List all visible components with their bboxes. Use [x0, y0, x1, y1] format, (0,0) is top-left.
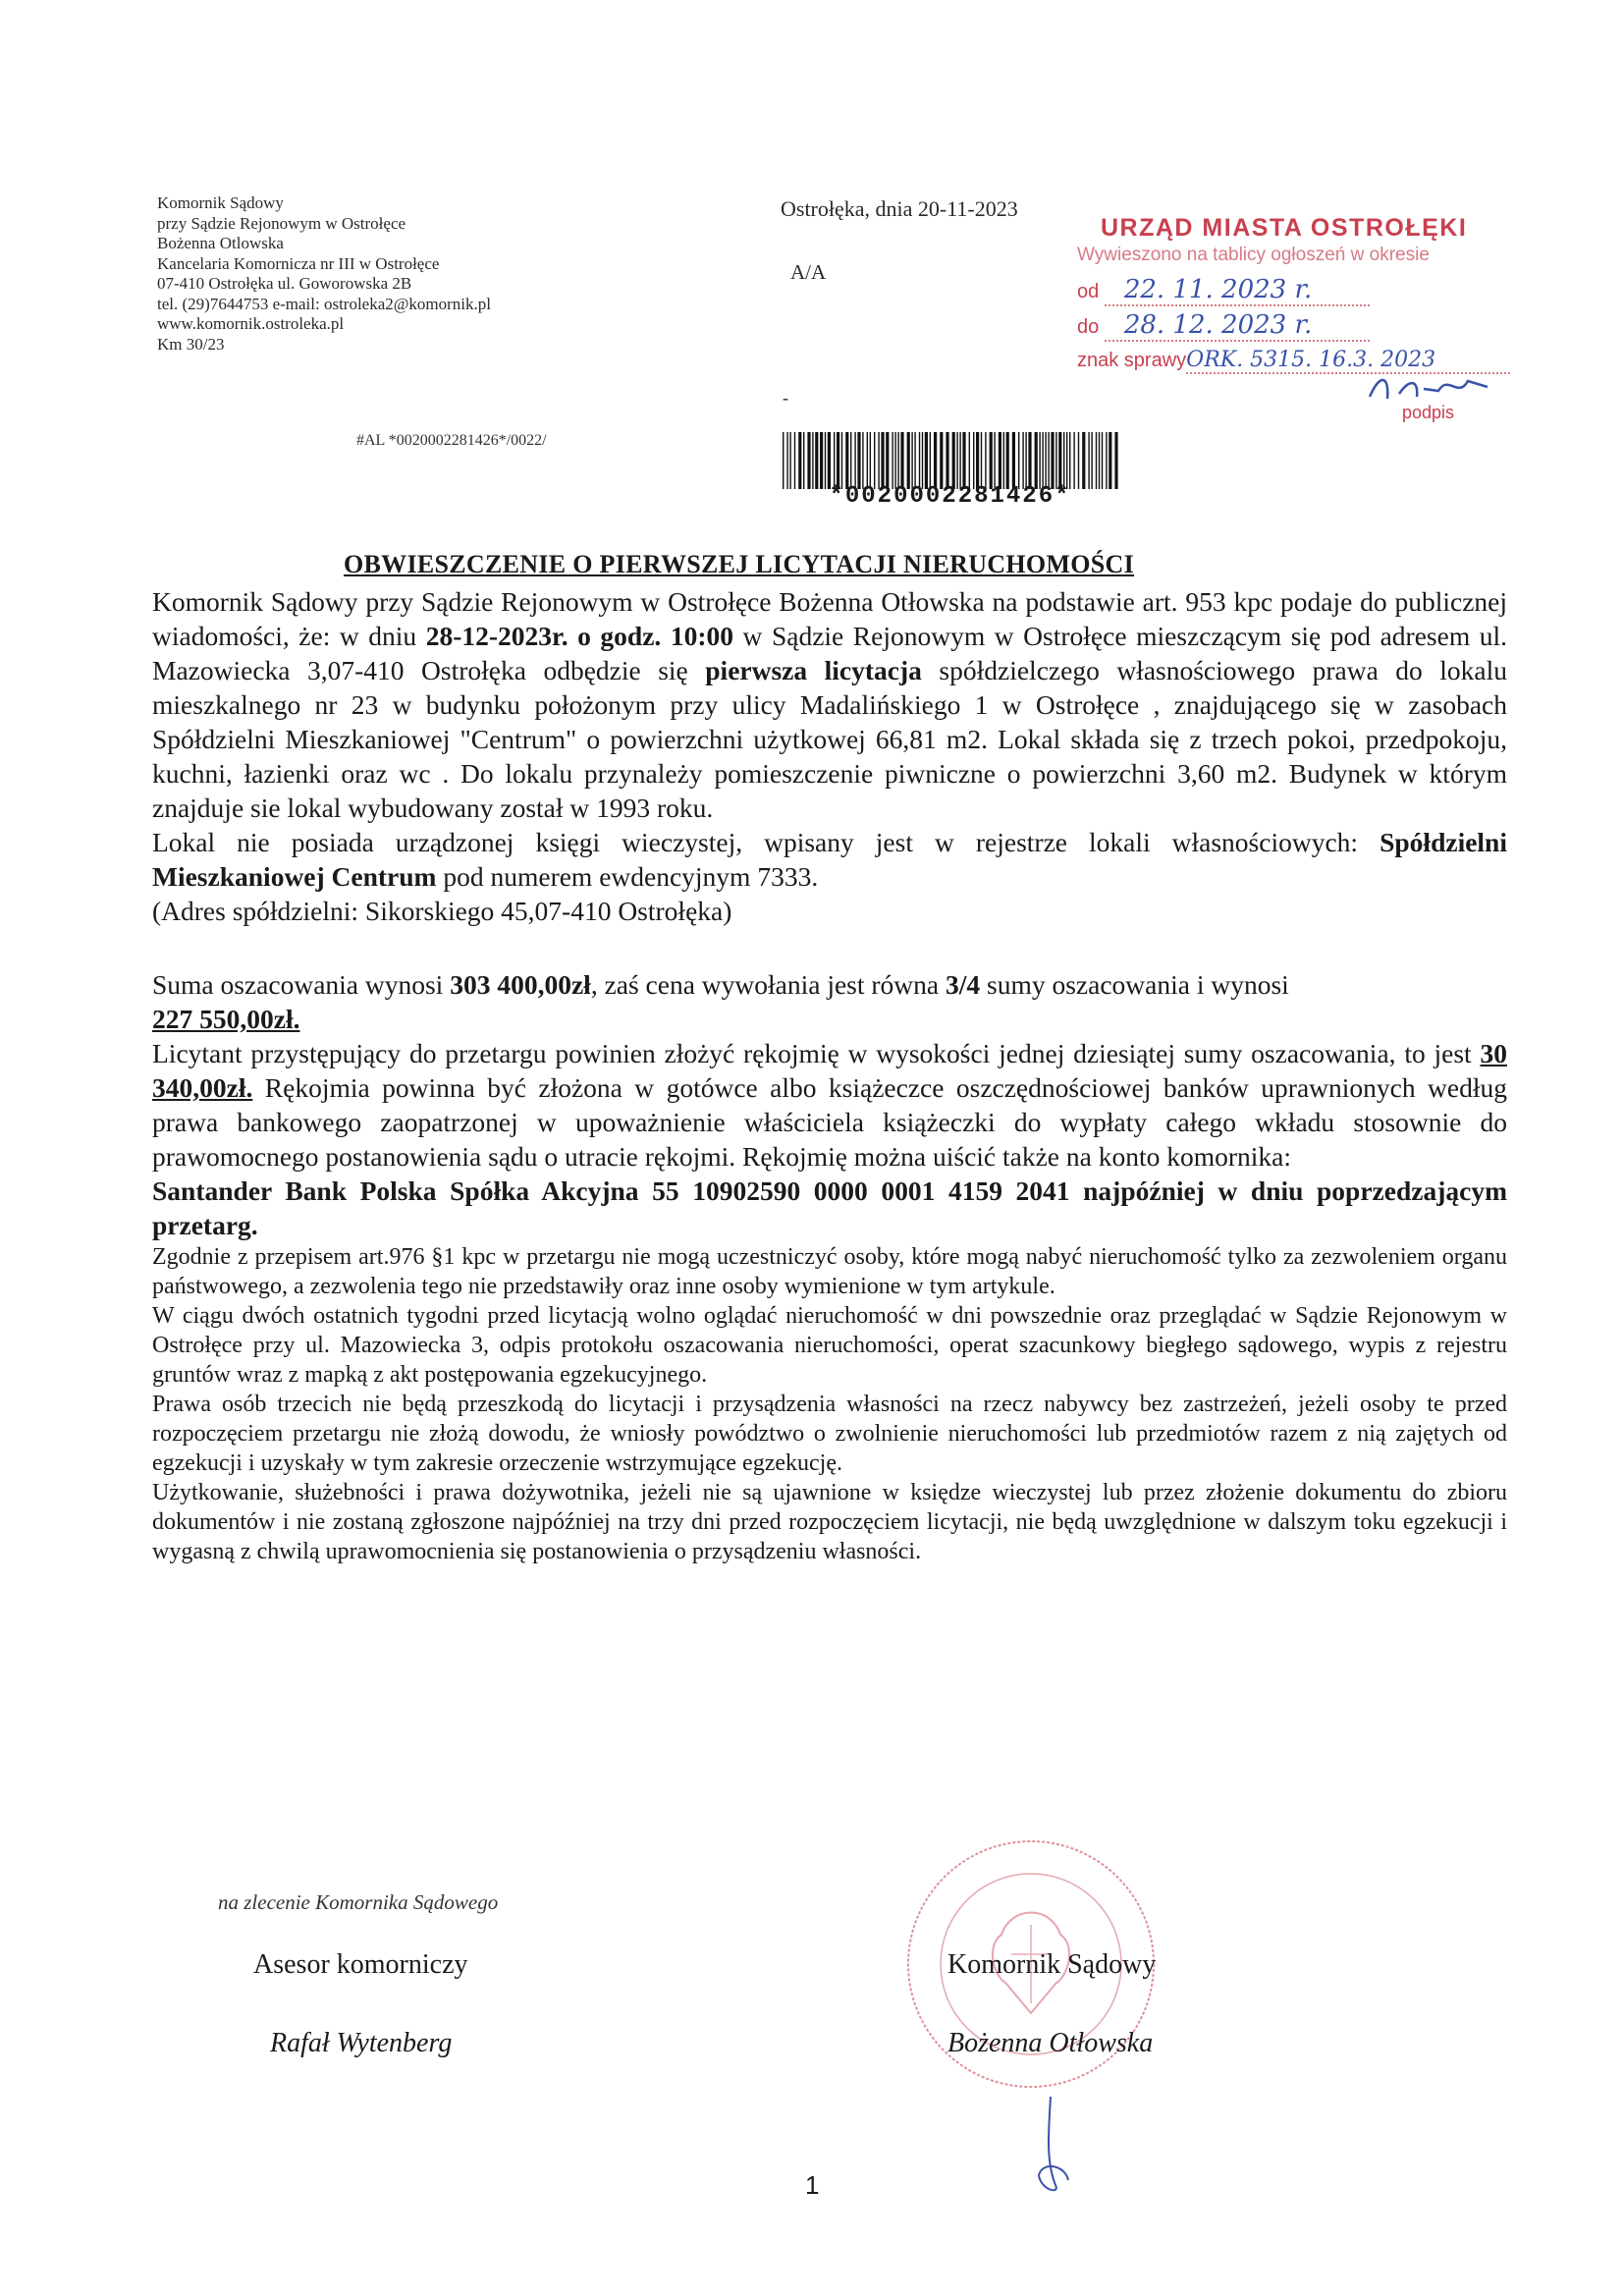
paragraph-bond	[152, 1036, 1507, 1242]
auction-type: pierwsza licytacja	[705, 655, 922, 685]
barcode-bar	[900, 432, 903, 489]
barcode-bar	[1099, 432, 1100, 489]
text-segment: Rękojmia powinna być złożona w gotówce albo książeczce oszczędnościowej banków uprawnionych według prawa bankowego zaopatrzonej w upoważnienie właściciela książeczki do wypłaty całego wkładu stosownie do prawomocnego postanowienia sądu o utracie rękojmi. Rękojmię można uiścić także na konto komornika:	[152, 1072, 1507, 1172]
stamp-od-line	[1105, 275, 1370, 306]
barcode-bar	[907, 432, 910, 489]
barcode-graphic	[781, 432, 1119, 489]
paragraph-registry	[152, 825, 1507, 894]
barcode-bar	[892, 432, 893, 489]
stamp-znak-label: znak sprawy	[1077, 350, 1187, 371]
barcode-bar	[976, 432, 979, 489]
aa-mark: A/A	[790, 260, 827, 284]
barcode-bar	[914, 432, 915, 489]
text-segment: w Sądzie Rejonowym w Ostrołęce mieszczącym się pod adresem ul. Mazowiecka 3,07-410 Ostrołęka odbędzie się	[152, 621, 1508, 685]
barcode-bar	[820, 432, 823, 489]
stamp-do-value: 28. 12. 2023 r.	[1123, 310, 1313, 340]
barcode-bar	[1048, 432, 1049, 489]
barcode-bar	[1114, 432, 1117, 489]
barcode-bar	[886, 432, 889, 489]
document-date: Ostrołęka, dnia 20-11-2023	[781, 196, 1018, 221]
barcode-bar	[828, 432, 831, 489]
barcode-bar	[815, 432, 818, 489]
barcode-bar	[825, 432, 826, 489]
barcode-bar	[878, 432, 879, 489]
barcode-bar	[1066, 432, 1067, 489]
barcode-bar	[930, 432, 931, 489]
starting-price: 227 550,00zł.	[152, 1004, 300, 1034]
barcode-bar	[867, 432, 868, 489]
text-segment: pod numerem ewdencyjnym 7333.	[436, 861, 819, 892]
page-number: 1	[805, 2170, 820, 2200]
text-segment: Lokal nie posiada urządzonej księgi wieczystej, wpisany jest w rejestrze lokali własnościowych:	[152, 827, 1380, 857]
barcode-bar	[911, 432, 912, 489]
barcode-bar	[1042, 432, 1043, 489]
barcode-bar	[994, 432, 995, 489]
barcode-bar	[1025, 432, 1026, 489]
barcode-bar	[952, 432, 955, 489]
valuation-fraction: 3/4	[946, 969, 981, 1000]
stamp-podpis-label: podpis	[1402, 403, 1455, 422]
spacer	[152, 928, 1507, 967]
sender-line: 07-410 Ostrołęka ul. Goworowska 2B	[157, 274, 412, 293]
barcode-bar	[857, 432, 860, 489]
cooperative-name: Spółdzielni Mieszkaniowej Centrum	[152, 827, 1507, 892]
barcode-bar	[940, 432, 943, 489]
stamp-do-label: do	[1077, 316, 1100, 338]
barcode-bar	[1051, 432, 1054, 489]
barcode-bar	[894, 432, 895, 489]
barcode-bar	[870, 432, 871, 489]
barcode-bar	[874, 432, 875, 489]
case-number: Km 30/23	[157, 334, 225, 354]
barcode-bar	[956, 432, 957, 489]
barcode-bar	[925, 432, 928, 489]
barcode-bar	[845, 432, 848, 489]
barcode-bar	[981, 432, 982, 489]
barcode-bar	[798, 432, 801, 489]
valuation-sum: 303 400,00zł	[450, 969, 591, 1000]
barcode-bar	[794, 432, 795, 489]
sender-line: tel. (29)7644753 e-mail: ostroleka2@komornik.pl	[157, 294, 492, 313]
sender-line: Bożenna Otlowska	[157, 234, 284, 252]
barcode-bar	[786, 432, 787, 489]
barcode-bar	[862, 432, 863, 489]
barcode-bar	[854, 432, 855, 489]
paragraph-easements: Użytkowanie, służebności i prawa dożywotnika, jeżeli nie są ujawnione w księdze wieczystej lub przez złożenie dokumentu do zbioru dokumentów i nie zostaną zgłoszone najpóźniej na trzy dni przed rozpoczęciem licytacji, nie będą uwzględnione w dalszym toku egzekucji i wygasną z chwilą uprawomocnienia się postanowienia o przysądzeniu własności.	[152, 1480, 1507, 1564]
bailiff-signature	[1021, 2092, 1080, 2200]
barcode-bar	[837, 432, 839, 489]
text-segment: , zaś cena wywołania jest równa	[590, 969, 946, 1000]
barcode-bar	[1003, 432, 1004, 489]
barcode-bar	[1069, 432, 1070, 489]
text-segment: sumy oszacowania i wynosi	[980, 969, 1289, 1000]
barcode-bar	[783, 432, 784, 489]
asesor-title: Asesor komorniczy	[253, 1949, 468, 1980]
text-segment: Suma oszacowania wynosi	[152, 969, 451, 1000]
stamp-subtitle: Wywieszono na tablicy ogłoszeń w okresie	[1077, 245, 1430, 265]
barcode-bar	[919, 432, 920, 489]
paragraph-third-party-rights: Prawa osób trzecich nie będą przeszkodą do licytacji i przysądzenia własności na rzecz nabywcy bez zastrzeżeń, jeżeli osoby te przed rozpoczęciem przetargu nie złożą dowodu, że wniosły powództwo o zwolnienie nieruchomości lub przedmiotów razem z nią zajętych od egzekucji i uzyskały w tym zakresie orzeczenie wstrzymujące egzekucję.	[152, 1392, 1507, 1476]
text-segment: spółdzielczego własnościowego prawa do lokalu mieszkalnego nr 23 w budynku położonym przy ulicy Madalińskiego 1 w Ostrołęce , znajdującego się w zasobach Spółdzielni Mieszkaniowej "Centrum" o powierzchni użytkowej 66,81 m2. Lokal składa się z trzech pokoi, przedpokoju, kuchni, łazienki oraz wc . Do lokalu przynależy pomieszczenie piwniczne o powierzchni 3,60 m2. Budynek w którym znajduje sie lokal wybudowany został w 1993 roku.	[152, 655, 1508, 823]
barcode-bar	[812, 432, 813, 489]
barcode-bar	[922, 432, 923, 489]
barcode-bar	[1018, 432, 1019, 489]
barcode-bar	[999, 432, 1001, 489]
barcode-bar	[1006, 432, 1009, 489]
barcode-bar	[850, 432, 851, 489]
asesor-name: Rafał Wytenberg	[270, 2028, 453, 2058]
barcode-bar	[1022, 432, 1023, 489]
barcode-bar	[1078, 432, 1079, 489]
stamp-signature-scribble	[1360, 369, 1497, 405]
text-segment: Licytant przystępujący do przetargu powinien złożyć rękojmię w wysokości jednej dziesiątej sumy oszacowania, to jest	[152, 1038, 1481, 1068]
barcode-id-text: #AL *0020002281426*/0022/	[356, 432, 547, 449]
barcode-bar	[1102, 432, 1103, 489]
text-segment: Komornik Sądowy przy Sądzie Rejonowym w Ostrołęce Bożenna Otłowska na podstawie art. 953 kpc podaje do publicznej wiadomości, że: w dniu	[152, 586, 1507, 651]
stamp-od-row	[1077, 275, 1370, 306]
dash-mark: -	[783, 388, 788, 408]
stamp-title: URZĄD MIASTA OSTROŁĘKI	[1101, 214, 1468, 242]
paragraph-auction-notice	[152, 584, 1507, 825]
auction-date: 28-12-2023r. o godz. 10:00	[425, 621, 734, 651]
bond-amount: 30 340,00zł.	[152, 1038, 1507, 1103]
barcode-bar	[973, 432, 974, 489]
stamp-do-row	[1077, 310, 1370, 342]
barcode-bar	[985, 432, 986, 489]
barcode-bar	[1045, 432, 1046, 489]
paragraph-eligibility: Zgodnie z przepisem art.976 §1 kpc w przetargu nie mogą uczestniczyć osoby, które mogą nabyć nieruchomość tylko za zezwoleniem organu państwowego, a zezwolenia tego nie przedstawiły oraz inne osoby wymienione w tym artykule.	[152, 1244, 1507, 1299]
sender-line: Kancelaria Komornicza nr III w Ostrołęce	[157, 253, 440, 273]
stamp-od-value: 22. 11. 2023 r.	[1123, 275, 1313, 304]
stamp-znak-value: ORK. 5315. 16.3. 2023	[1186, 348, 1436, 372]
paragraph-inspection: W ciągu dwóch ostatnich tygodni przed licytacją wolno oglądać nieruchomość w dni powszednie oraz przeglądać w Sądzie Rejonowym w Ostrołęce przy ul. Mazowiecka 3, odpis protokołu oszacowania nieruchomości, operat szacunkowy biegłego sądowego, wypis z rejestru gruntów wraz z mapką z akt postępowania egzekucyjnego.	[152, 1303, 1507, 1388]
barcode-bar	[1055, 432, 1056, 489]
barcode-bar	[841, 432, 842, 489]
barcode-bar	[881, 432, 884, 489]
cooperative-address: (Adres spółdzielni: Sikorskiego 45,07-410 Ostrołęka)	[152, 896, 732, 926]
paragraph-valuation	[152, 967, 1507, 1036]
barcode-bar	[1109, 432, 1111, 489]
barcode-bar	[897, 432, 898, 489]
sender-line: Komornik Sądowy	[157, 193, 284, 212]
barcode-bar	[1035, 432, 1038, 489]
barcode-bar	[1106, 432, 1107, 489]
barcode-bar	[1082, 432, 1085, 489]
barcode-bar	[1063, 432, 1064, 489]
barcode-bar	[803, 432, 804, 489]
barcode-bar	[1058, 432, 1061, 489]
barcode-bar	[946, 432, 948, 489]
barcode-bar	[789, 432, 790, 489]
city-hall-stamp	[1065, 214, 1517, 435]
barcode-bar	[1028, 432, 1031, 489]
barcode-bar	[1091, 432, 1092, 489]
barcode-bar	[834, 432, 835, 489]
barcode-bar	[1096, 432, 1097, 489]
document-body	[152, 584, 1507, 1566]
stamp-do-line	[1105, 310, 1370, 342]
stamp-od-label: od	[1077, 281, 1100, 302]
barcode-bar	[1073, 432, 1074, 489]
bailiff-name: Bożenna Otłowska	[947, 2028, 1154, 2058]
barcode-bar	[807, 432, 810, 489]
barcode-bar	[1012, 432, 1015, 489]
sender-line: przy Sądzie Rejonowym w Ostrołęce	[157, 213, 406, 233]
barcode-code-text: *0020002281426*	[829, 483, 1071, 510]
barcode-bar	[962, 432, 965, 489]
barcode-bar	[969, 432, 970, 489]
on-behalf-note: na zlecenie Komornika Sądowego	[218, 1890, 499, 1914]
barcode-bar	[1088, 432, 1089, 489]
barcode-bar	[934, 432, 937, 489]
document-title: OBWIESZCZENIE O PIERWSZEJ LICYTACJI NIERUCHOMOŚCI	[344, 550, 1135, 578]
barcode-bar	[990, 432, 993, 489]
bank-account: Santander Bank Polska Spółka Akcyjna 55 10902590 0000 0001 4159 2041 najpóźniej w dniu poprzedzającym przetarg.	[152, 1175, 1507, 1240]
barcode-bar	[1039, 432, 1040, 489]
sender-line: www.komornik.ostroleka.pl	[157, 314, 345, 333]
bailiff-title: Komornik Sądowy	[947, 1949, 1157, 1980]
barcode-bar	[959, 432, 960, 489]
sender-address-block	[157, 193, 491, 355]
